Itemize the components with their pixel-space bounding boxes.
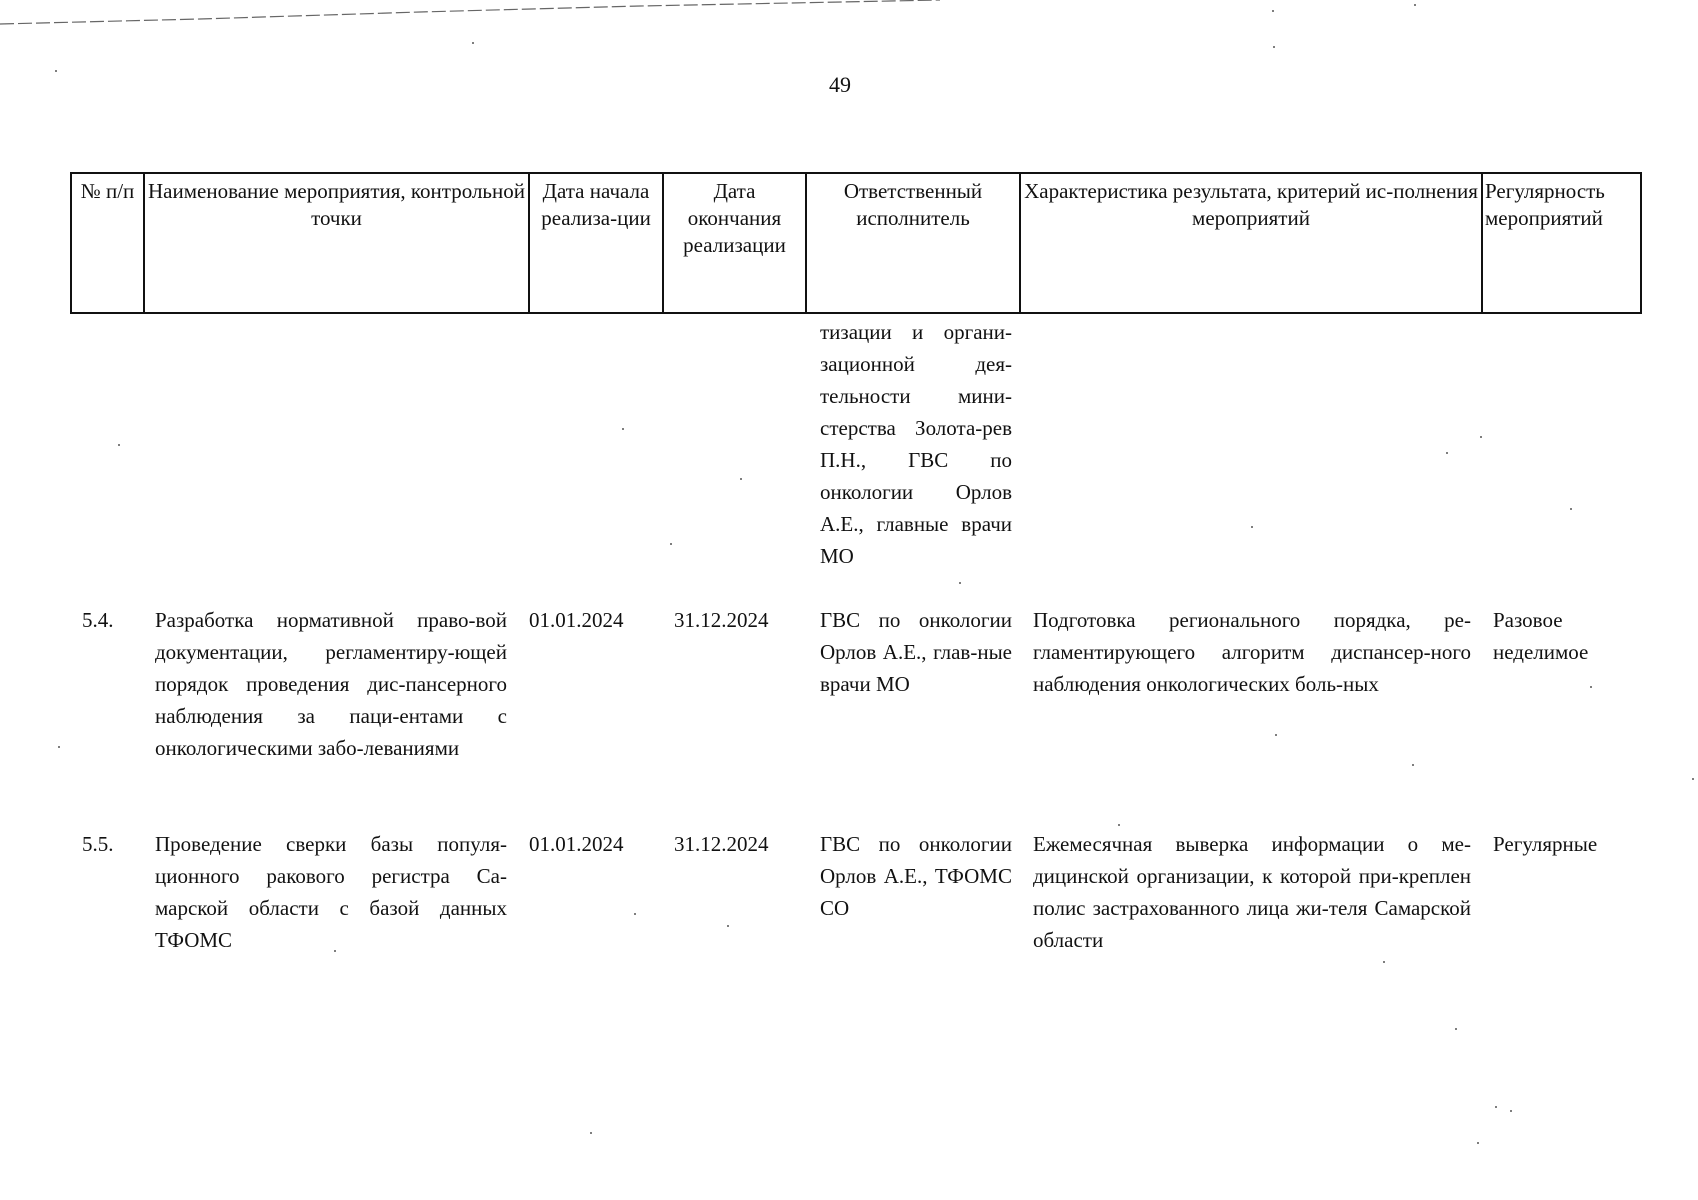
scan-speck [1412,764,1414,766]
scan-speck [1692,778,1694,780]
scan-speck [1273,46,1275,48]
header-num: № п/п [71,173,144,313]
scan-speck [727,925,729,927]
scan-edge-line [0,0,940,40]
row-5-5-regularity: Регулярные [1493,832,1598,856]
row-5-5-end-date: 31.12.2024 [674,832,769,856]
scan-speck [1414,4,1416,6]
scan-speck [1495,1106,1497,1108]
scan-speck [740,478,742,480]
header-start-date: Дата начала реализа-ции [529,173,663,313]
scan-speck [622,428,624,430]
page-number: 49 [829,72,851,97]
scan-speck [55,70,57,72]
scan-speck [1275,734,1277,736]
row-5-4-end-date: 31.12.2024 [674,608,769,632]
row-5-5-result: Ежемесячная выверка информации о ме-дицинской организации, к которой при-креплен полис застрахованного лица жи-теля Самарской области [1033,832,1471,952]
scan-speck [118,444,120,446]
scan-speck [590,1132,592,1134]
scan-speck [1383,961,1385,963]
scan-speck [1477,1142,1479,1144]
header-regularity: Регулярность мероприятий [1482,173,1641,313]
continuation-responsible: тизации и органи-зационной дея-тельности мини-стерства Золота-рев П.Н., ГВС по онкологии Орлов А.Е., главные врачи МО [820,320,1012,568]
scan-speck [1118,824,1120,826]
scan-speck [634,913,636,915]
scan-speck [1251,526,1253,528]
row-5-4-number: 5.4. [82,608,114,632]
scan-speck [1455,1028,1457,1030]
scan-speck [670,543,672,545]
scan-speck [1510,1110,1512,1112]
scan-speck [1446,452,1448,454]
row-5-5-name: Проведение сверки базы популя-ционного ракового регистра Са-марской области с базой данных ТФОМС [155,832,507,952]
scan-speck [58,746,60,748]
row-5-5-number: 5.5. [82,832,114,856]
row-5-4-name: Разработка нормативной право-вой документации, регламентиру-ющей порядок проведения дис-пансерного наблюдения за паци-ентами с онкологическими забо-леваниями [155,608,507,760]
scan-speck [472,42,474,44]
scan-speck [1480,436,1482,438]
row-5-5-responsible: ГВС по онкологии Орлов А.Е., ТФОМС СО [820,832,1012,920]
header-result: Характеристика результата, критерий ис-полнения мероприятий [1020,173,1482,313]
row-5-5-start-date: 01.01.2024 [529,832,624,856]
header-end-date: Дата окончания реализации [663,173,806,313]
row-5-4-start-date: 01.01.2024 [529,608,624,632]
header-name: Наименование мероприятия, контрольной точки [144,173,529,313]
header-responsible: Ответственный исполнитель [806,173,1020,313]
row-5-4-result: Подготовка регионального порядка, ре-гламентирующего алгоритм диспансер-ного наблюдения онкологических боль-ных [1033,608,1471,696]
scan-speck [1570,508,1572,510]
table-header [70,172,1642,314]
row-5-4-regularity: Разовое неделимое [1493,608,1589,664]
row-5-4-responsible: ГВС по онкологии Орлов А.Е., глав-ные врачи МО [820,608,1012,696]
scan-speck [959,582,961,584]
scan-speck [1272,10,1274,12]
scan-speck [334,950,336,952]
scan-speck [1590,686,1592,688]
